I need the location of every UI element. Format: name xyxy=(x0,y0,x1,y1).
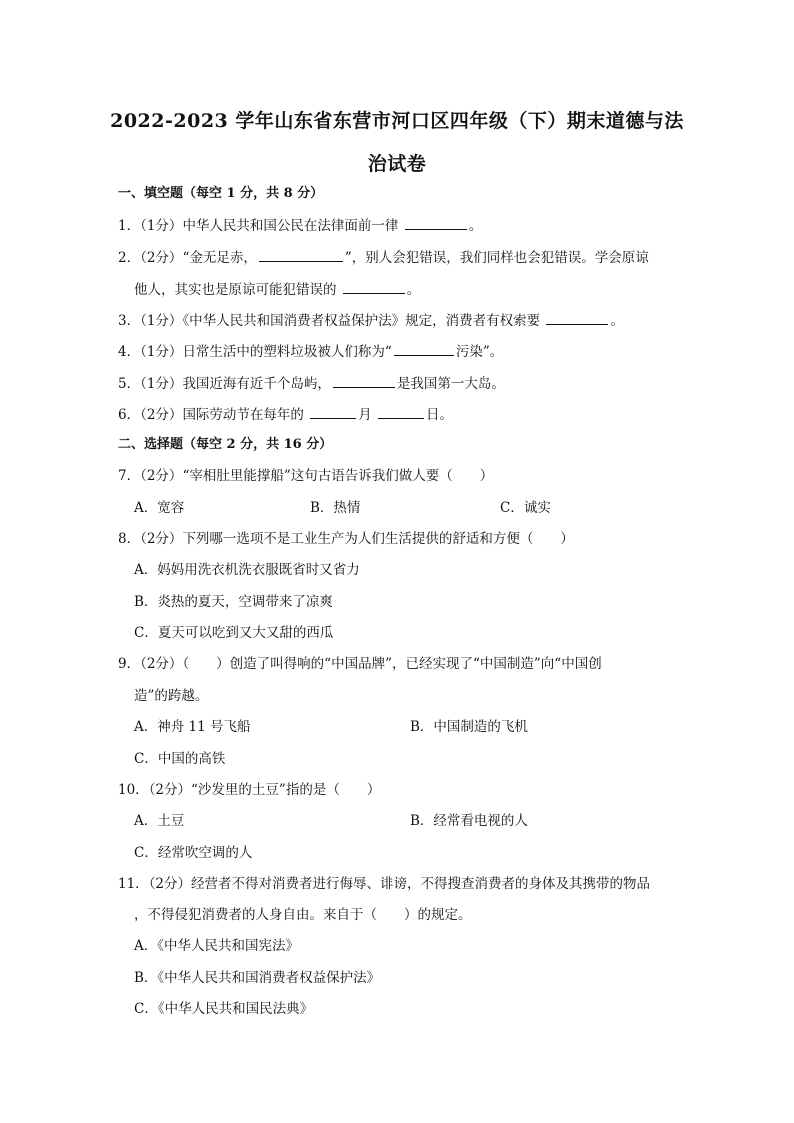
answer-blank-month[interactable] xyxy=(310,404,356,419)
option-c[interactable]: C．诚实 xyxy=(500,500,551,516)
exam-title-line1: 2022-2023 学年山东省东营市河口区四年级（下）期末道德与法 xyxy=(110,110,684,132)
answer-blank[interactable] xyxy=(259,247,343,262)
question-7 xyxy=(118,466,493,486)
question-score: （2分） xyxy=(148,782,192,798)
option-c[interactable]: C．《中华人民共和国民法典》 xyxy=(134,1001,314,1017)
question-number: 1． xyxy=(118,218,141,234)
option-b[interactable]: B．经常看电视的人 xyxy=(410,813,528,829)
option-a[interactable]: A．土豆 xyxy=(134,813,185,829)
question-4 xyxy=(118,341,503,362)
question-text-end: 。 xyxy=(610,313,624,329)
question-text-end: 。 xyxy=(468,218,483,234)
day-label: 日。 xyxy=(426,407,454,423)
question-score: （2分） xyxy=(140,656,183,672)
question-text: 中华人民共和国公民在法律面前一律 xyxy=(182,218,399,234)
question-number: 5． xyxy=(118,376,141,392)
question-text-end: 是我国第一大岛。 xyxy=(396,376,505,392)
question-text: “沙发里的土豆”指的是（ ） xyxy=(191,782,381,798)
question-text: （ ）创造了叫得响的“中国品牌”，已经实现了“中国制造”向“中国创 xyxy=(182,656,602,672)
option-b[interactable]: B．热情 xyxy=(310,500,361,516)
month-label: 月 xyxy=(358,407,372,423)
question-text: 他人，其实也是原谅可能犯错误的 xyxy=(134,282,337,298)
question-score: （2分） xyxy=(140,407,183,423)
question-score: （1分） xyxy=(140,218,183,234)
question-number: 6． xyxy=(118,407,141,423)
answer-blank[interactable] xyxy=(394,341,454,356)
question-score: （2分） xyxy=(140,250,183,266)
option-c[interactable]: C．夏天可以吃到又大又甜的西瓜 xyxy=(134,625,334,641)
question-text-end: 。 xyxy=(406,282,421,298)
question-text-end: 污染”。 xyxy=(455,344,504,360)
question-10 xyxy=(118,780,380,800)
question-5 xyxy=(118,373,505,394)
question-number: 2． xyxy=(118,250,141,266)
question-text: “宰相肚里能撑船”这句古语告诉我们做人要（ ） xyxy=(182,468,494,484)
question-text: 下列哪一选项不是工业生产为人们生活提供的舒适和方便（ ） xyxy=(182,531,574,547)
question-number: 3． xyxy=(118,313,141,329)
option-a[interactable]: A．《中华人民共和国宪法》 xyxy=(134,938,299,954)
option-b[interactable]: B．中国制造的飞机 xyxy=(410,719,528,735)
question-3 xyxy=(118,310,624,331)
option-a[interactable]: A．妈妈用洗衣机洗衣服既省时又省力 xyxy=(134,562,360,578)
option-b[interactable]: B．炎热的夏天，空调带来了凉爽 xyxy=(134,594,333,610)
question-2-line2 xyxy=(134,279,420,300)
question-text-cont: ”，别人会犯错误，我们同样也会犯错误。学会原谅 xyxy=(344,250,649,266)
option-b[interactable]: B．《中华人民共和国消费者权益保护法》 xyxy=(134,970,381,986)
option-a[interactable]: A．宽容 xyxy=(134,500,185,516)
question-text: 日常生活中的塑料垃圾被人们称为“ xyxy=(182,344,392,360)
question-11 xyxy=(118,874,650,894)
question-number: 7． xyxy=(118,468,141,484)
option-a[interactable]: A．神舟 11 号飞船 xyxy=(134,719,251,735)
question-1 xyxy=(118,215,482,236)
question-number: 4． xyxy=(118,344,141,360)
question-score: （1分） xyxy=(140,313,183,329)
question-6 xyxy=(118,404,453,425)
question-text: 经营者不得对消费者进行侮辱、诽谤，不得搜查消费者的身体及其携带的物品 xyxy=(191,876,651,892)
question-score: （1分） xyxy=(140,344,183,360)
question-number: 11． xyxy=(118,876,149,892)
question-text: 国际劳动节在每年的 xyxy=(182,407,304,423)
question-number: 9． xyxy=(118,656,141,672)
question-score: （2分） xyxy=(140,468,183,484)
answer-blank[interactable] xyxy=(343,279,405,294)
answer-blank[interactable] xyxy=(405,215,467,230)
option-c[interactable]: C．经常吹空调的人 xyxy=(134,845,253,861)
question-number: 10． xyxy=(118,782,149,798)
answer-blank[interactable] xyxy=(546,310,608,325)
answer-blank[interactable] xyxy=(333,373,395,388)
question-text: 《中华人民共和国消费者权益保护法》规定，消费者有权索要 xyxy=(182,313,541,329)
section-heading-multiple-choice: 二、选择题（每空 2 分，共 16 分） xyxy=(118,437,333,452)
exam-title-line2: 治试卷 xyxy=(367,153,427,175)
question-score: （2分） xyxy=(140,531,183,547)
question-9 xyxy=(118,654,602,674)
answer-blank-day[interactable] xyxy=(378,404,424,419)
question-2 xyxy=(118,247,649,268)
question-score: （1分） xyxy=(140,376,183,392)
question-9-line2: 造”的跨越。 xyxy=(134,688,209,704)
question-text: “金无足赤， xyxy=(182,250,257,266)
question-number: 8． xyxy=(118,531,141,547)
question-8 xyxy=(118,529,574,549)
option-c[interactable]: C．中国的高铁 xyxy=(134,751,226,767)
section-heading-fill-in: 一、填空题（每空 1 分，共 8 分） xyxy=(118,186,324,201)
question-text: 我国近海有近千个岛屿， xyxy=(182,376,331,392)
question-score: （2分） xyxy=(148,876,192,892)
question-11-line2: ，不得侵犯消费者的人身自由。来自于（ ）的规定。 xyxy=(134,907,472,923)
